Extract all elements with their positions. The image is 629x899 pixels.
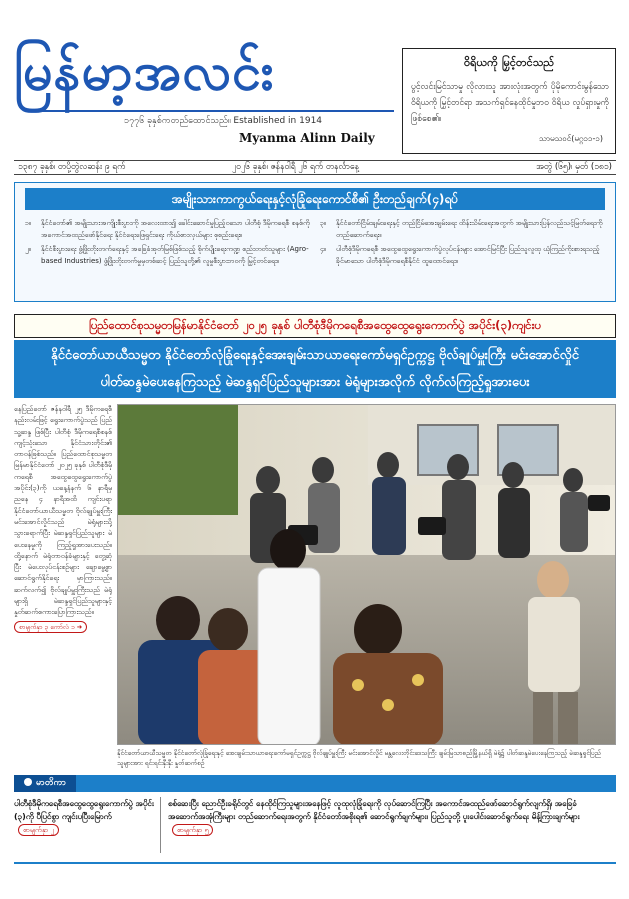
article-text: နေပြည်တော် ဇန်နဝါရီ ၂၅ ဒီမိုကရေစီနည်းလမ်းဖြင့် ရွေးကောက်ပွဲသည် ပြည်သူ့ဆန္ဒ ဖြစ်ပြီး ပါတီစုံ ဒီမိုကရေစီစနစ် ကျင့်သုံးသော နိုင်ငံသားတိုင်း၏ တာဝန်ဖြစ်သည်။ ပြည်ထောင်စုသမ္မတမြန်မာနိုင်ငံတော် ၂၀၂၅ ခုနှစ် ပါတီစုံဒီမိုကရေစီ အထွေထွေရွေးကောက်ပွဲ အပိုင်း(၃)ကို ယနေ့နံနက် ၆ နာရီမှ ညနေ ၄ နာရီအထိ ကျင်းပရာ နိုင်ငံတော်ယာယီသမ္မတ ဗိုလ်ချုပ်မှူးကြီး မင်းအောင်လှိုင်သည် မဲရုံများသို့ သွားရောက်ပြီး မဲဆန္ဒရှင်ပြည်သူများ မဲပေးနေမှုကို ကြည့်ရှုအားပေးသည်။ ထို့နောက် မဲရုံတာဝန်ခံများနှင့် တွေ့ဆုံပြီး မဲပေးလုပ်ငန်းစဉ်များ ချောမွေ့စွာ ဆောင်ရွက်နိုင်ရေး မှာကြားသည်။ ဆက်လက်၍ ဗိုလ်ချုပ်မှူးကြီးသည် မဲရုံများရှိ မဲဆန္ဒရှင်ပြည်သူများနှင့် နှုတ်ဆက်စကားပြောကြားသည်။ — [14, 405, 112, 617]
date-bar — [14, 160, 616, 175]
contents-bar — [14, 775, 616, 792]
objective-item — [25, 217, 310, 241]
photo-caption: နိုင်ငံတော်ယာယီသမ္မတ နိုင်ငံတော်လုံခြုံရေးနှင့် အေးချမ်းသာယာရေးကော်မရှင်ဥက္ကဋ္ဌ ဗိုလ်ချုပ်မှူးကြီး မင်းအောင်လှိုင် မန္တလေးတိုင်းဒေသကြီး ချမ်းမြသာစည်မြို့နယ်ရှိ မဲရုံ၌ ပါတ်ဆန္ဒမဲပေးနေကြသည့် မဲဆန္ဒရှင်ပြည်သူများအား ရင်းရင်းနှီးနှီး နှုတ်ဆက်စဉ် — [117, 749, 601, 767]
contents-tab-label: မာတိကာ — [36, 778, 67, 788]
motto-body: ပွင့်လင်းမြင်သာမှု လိုလားသူ အားလုံးအတွက် ပိုမိုကောင်းမွန်သော ဝိရိယကို မြှင့်တင်ရာ အသက်ရှင်နေထိုင်မှုဘဝ ဝိရိယ လှုပ်ရှားမှုကို ဖြစ်စေ၏။ — [411, 82, 609, 124]
issue-number: အတွဲ (၆၅)၊ မှတ် (၁၈၁) — [536, 162, 612, 172]
contents-tab — [14, 775, 76, 792]
contents-left-page-link[interactable]: စာမျက်နှာ ၂ — [18, 824, 59, 836]
motto-title: ဝိရိယကို မြှင့်တင်သည် — [463, 56, 555, 69]
contents-divider — [160, 797, 161, 853]
article-body — [14, 404, 112, 774]
objectives-right-column — [320, 217, 605, 269]
volume-date: ၁၃၈၇ ခုနှစ်၊ တပို့တွဲလဆန်း ၉ ရက် — [18, 162, 126, 172]
objective-number: ၂။ — [25, 245, 31, 253]
newspaper-logo: မြန်မာ့အလင်း — [14, 41, 275, 102]
objectives-left-column — [25, 217, 310, 269]
contents-right-item — [168, 797, 616, 836]
motto-attribution: သာမသဝင်(မဂ္ဂ၁၁-၁) — [538, 134, 603, 143]
objective-number: ၃။ — [320, 219, 327, 227]
objective-number: ၁။ — [25, 219, 32, 227]
main-headline-line-2: ပါတ်ဆန္ဒမဲပေးနေကြသည့် မဲဆန္ဒရှင်ပြည်သူများအား မဲရုံများအလိုက် လိုက်လံကြည့်ရှုအားပေး — [100, 375, 530, 390]
objective-text: ပါတီစုံဒီမိုကရေစီ အထွေထွေရွေးကောက်ပွဲလုပ်ငန်းများ အောင်မြင်ပြီး ပြည်သူလူထု ယုံကြည်ကိုးစားရသည့် ခိုင်မာသော ပါတီစုံဒီမိုကရေစီနိုင်ငံ ထူထောင်ရေး။ — [336, 245, 600, 265]
objective-text: နိုင်ငံစီးပွားရေး ဖွံ့ဖြိုးတိုးတက်ရေးနှင့် အခြေခံအုတ်မြစ်ဖြစ်သည့် စိုက်ပျိုးရေးကဏ္ဍ စည်းတတ်သူများ (Agro-based Industries) ဖွံ့ဖြိုးတိုးတက်မှုမှတစ်ဆင့် ပြည်သူတို့၏ လူမှုစီးပွားဘဝကို မြှင့်တင်ရေး။ — [41, 245, 309, 265]
contents-right-text: စစ်ဆေးပြီး ညောင်ဦးခရိုင်တွင် နေထိုင်ကြသူများအနေဖြင့် လူထုလုံခြုံရေးကို လုပ်ဆောင်ကြပြီး အကောင်အထည်ဖော်ဆောင်ရွက်လျက်ရှိ၊ အခြေခံအဆောက်အအုံကြီးများ တည်ဆောက်ရေးအတွက် နိုင်ငံတော်အစိုးရ၏ ဆောင်ရွက်ချက်များ၊ ပြည်သူတို့ ပူးပေါင်းဆောင်ရွက်ရေး မိန့်ကြားချက်များ — [168, 799, 580, 821]
objective-text: နိုင်ငံတော်၏ အမျိုးသားအကျိုးစီးပွားကို အလေးထား၍ ခေါင်းဆောင်မှုပြည့်ဝသော ပါတီစုံ ဒီမိုကရေစီ စနစ်ကို အကောင်အထည်ဖော်နိုင်ရေး နိုင်ငံရေးဖြေရှင်းရေး ကိုယ်စားလှယ်များ စုစည်းရေး။ — [41, 219, 310, 239]
objective-item — [320, 243, 605, 267]
objectives-box — [14, 182, 616, 302]
contents-left-text: ပါတီစုံဒီမိုကရေစီအထွေထွေရွေးကောက်ပွဲ အပိုင်း (၃)ကို ပီပြင်စွာ ကျင်းပပြီးမြောက် — [14, 799, 154, 821]
headline-kicker: ပြည်ထောင်စုသမ္မတမြန်မာနိုင်ငံတော် ၂၀၂၅ ခုနှစ် ပါတီစုံဒီမိုကရေစီအထွေထွေရွေးကောက်ပွဲ အပိုင်း(၃)ကျင်းပ — [14, 314, 616, 338]
motto-box — [402, 48, 616, 154]
objective-text: နိုင်ငံတော်ငြိမ်းချမ်းရေးနှင့် တည်ငြိမ်အေးချမ်းရေး ထိန်းသိမ်းရေးအတွက် အမျိုးသားပြန်လည်သင့်မြတ်ရေးကို တည်ဆောက်ရေး။ — [336, 219, 603, 239]
contents-section — [14, 797, 616, 857]
objective-item — [320, 217, 605, 241]
logo-underline — [34, 110, 394, 112]
lead-photo-image — [118, 405, 616, 745]
masthead — [14, 42, 399, 150]
objectives-heading: အမျိုးသားကာကွယ်ရေးနှင့်လုံခြုံရေးကောင်စီ၏ ဦးတည်ချက်(၄)ရပ် — [25, 188, 605, 210]
lead-photo — [117, 404, 616, 745]
main-headline-line-1: နိုင်ငံတော်ယာယီသမ္မတ နိုင်ငံတော်လုံခြုံရေးနှင့်အေးချမ်းသာယာရေးကော်မရှင်ဥက္ကဋ္ဌ ဗိုလ်ချုပ်မှူးကြီး မင်းအောင်လှိုင် — [50, 348, 580, 363]
contents-right-page-link[interactable]: စာမျက်နှာ ၅ — [172, 824, 213, 836]
main-headline — [14, 340, 616, 398]
objective-item — [25, 243, 310, 267]
issue-date: ၂၀၂၆ ခုနှစ်၊ ဇန်နဝါရီ ၂၆ ရက် တနင်္လာနေ့ — [232, 162, 360, 172]
established-line: ၁၇၇၆ ခုနှစ်ကတည်ထောင်သည်။ Established in 1914 — [124, 116, 323, 126]
contents-left-item — [14, 797, 154, 836]
latin-name: Myanma Alinn Daily — [239, 131, 375, 145]
objective-number: ၄။ — [320, 245, 327, 253]
continued-link[interactable]: စာမျက်နှာ ၃ ကော်လံ ၁ ➜ — [14, 621, 87, 633]
bullet-icon — [24, 778, 32, 786]
bottom-rule — [14, 862, 616, 864]
